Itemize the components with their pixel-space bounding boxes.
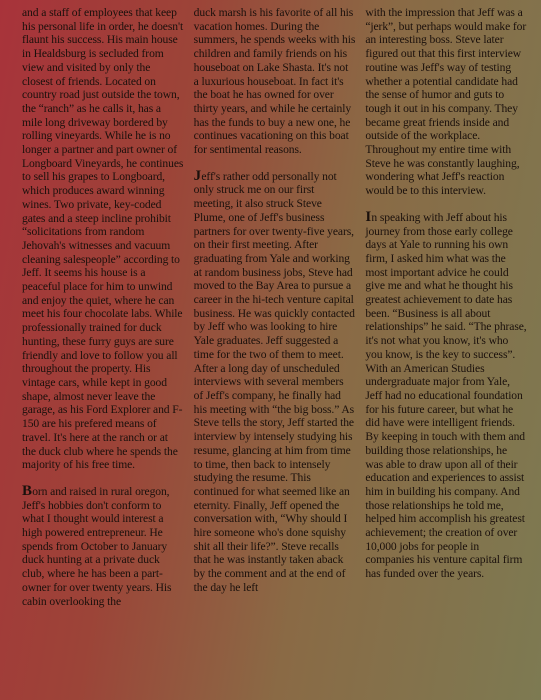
drop-cap: B: [22, 482, 33, 499]
paragraph: [365, 208, 527, 581]
paragraph-text: n speaking with Jeff about his journey from those early college days at Yale to running his own firm, I asked him what was the most important advice he could give me and what he thought his greatest achievement to date has been. “Business is all about relationships” he said. “The phrase, it's not what you know, it's who you know, is the key to success”. With an American Studies undergraduate major from Yale, Jeff had no educational foundation for his future career, but what he did have were intelligent friends. By keeping in touch with them and building those relationships, he was able to draw upon all of their education and experiences to assist him in building his company. And those relationships he told me, helped him accomplish his greatest achievement; the creation of over 10,000 jobs for people in companies his venture capital firm has funded over the years.: [365, 210, 527, 581]
paragraph: [365, 6, 527, 198]
paragraph: [193, 167, 356, 595]
paragraph: [22, 6, 184, 472]
column-1: [22, 6, 184, 700]
paragraph-text: duck marsh is his favorite of all his vacation homes. During the summers, he spends weeks with his children and family friends on his houseboat on Lake Shasta. It's not a luxurious houseboat. In fact it's the boat he has owned for over thirty years, and while he certainly has the funds to buy a new one, he continues vacationing on this boat for sentimental reasons.: [193, 6, 356, 157]
paragraph-text: with the impression that Jeff was a “jerk”, but perhaps would make for an interesting boss. Steve later figured out that this first interview routine was Jeff's way of testing whether a potential candidate had the sense of humor and guts to tough it out in his company. They became great friends inside and outside of the workplace. Throughout my entire time with Steve he was constantly laughing, wondering what Jeff's reaction would be to this interview.: [365, 6, 527, 198]
drop-cap: J: [193, 167, 202, 184]
paragraph-text: eff's rather odd personally not only struck me on our first meeting, it also struck Steve Plume, one of Jeff's business partners for over twenty-five years, on their first meeting. After graduating from Yale and working at random business jobs, Steve had moved to the Bay Area to pursue a career in the hi-tech venture capital business. He was quickly contacted by Jeff who was looking to hire Yale graduates. Jeff suggested a time for the two of them to meet. After a long day of unscheduled interviews with several members of Jeff's company, he finally had his meeting with “the big boss.” As Steve tells the story, Jeff started the interview by intensely studying his resume, glancing at him from time to time, then back to intensely studying the resume. This continued for what seemed like an eternity. Finally, Jeff opened the conversation with, “Why should I hire someone who's done squishy shit all their life?”. Steve recalls that he was instantly taken aback by the comment and at the end of the day he left: [193, 169, 355, 594]
paragraph: [194, 6, 356, 157]
paragraph: [22, 482, 184, 608]
paragraph-text: orn and raised in rural oregon, Jeff's hobbies don't conform to what I thought would interest a high powered entrepreneur. He spends from October to January duck hunting at a private duck club, where he has been a part-owner for over twenty years. His cabin overlooking the: [22, 484, 172, 608]
column-3: [365, 6, 527, 700]
column-2: [194, 6, 356, 700]
drop-cap: I: [365, 208, 372, 225]
paragraph-text: and a staff of employees that keep his personal life in order, he doesn't flaunt his success. His main house in Healdsburg is secluded from view and visited by only the closest of friends. Located on country road just outside the town, the “ranch” as he calls it, has a mile long driveway bordered by rolling vineyards. While he is no longer a partner and part owner of Longboard Vineyards, he continues to sell his grapes to Longboard, which produces award winning wines. Two private, key-coded gates and a steep incline prohibit “solicitations from random Jehovah's witnesses and vacuum cleaning salespeople” according to Jeff. It seems his house is a peaceful place for him to unwind and enjoy the quiet, where he can meet his four chocolate labs. While professionally trained for duck hunting, these furry guys are sure friendly and love to follow you all throughout the property. His vintage cars, while kept in good shape, almost never leave the garage, as his Ford Explorer and F-150 are his prefered means of travel. It's here at the ranch or at the duck club where he spends the majority of his free time.: [22, 6, 184, 472]
